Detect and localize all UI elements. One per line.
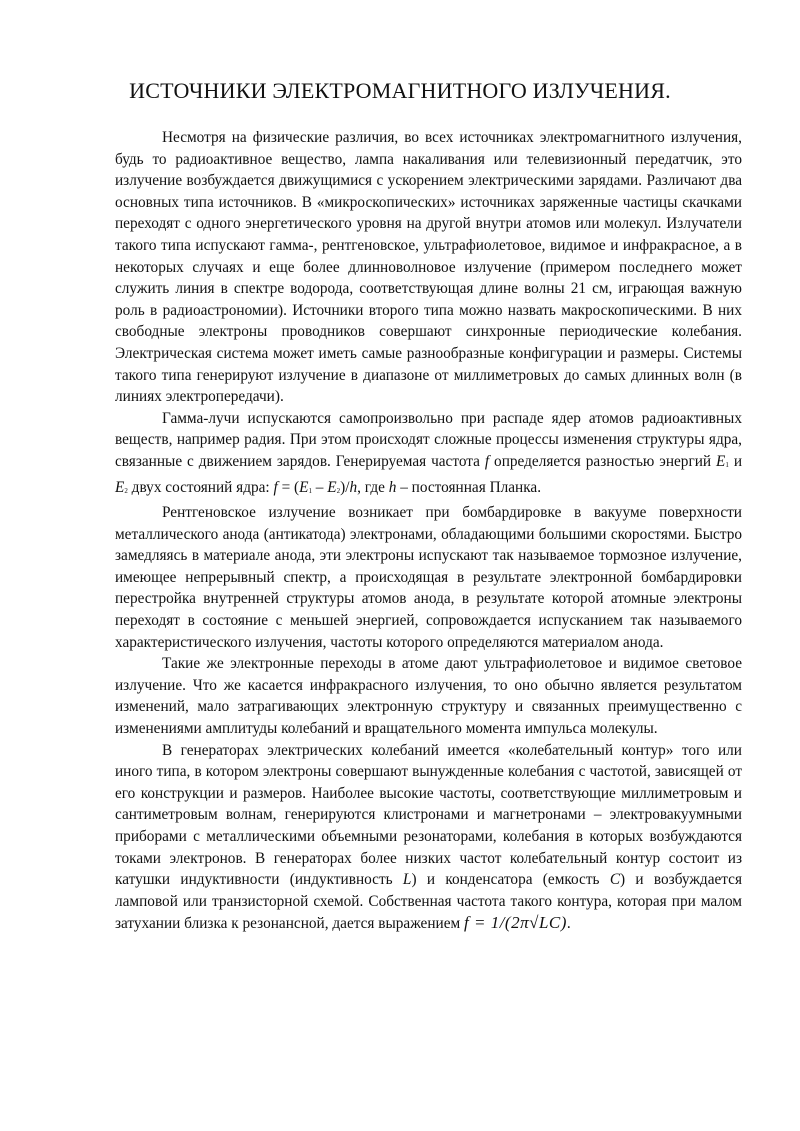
paragraph-sources: Несмотря на физические различия, во всех источниках электромагнитного излучения, будь то радиоактивное вещество, лампа накаливания или телевизионный передатчик, это излучение возбуждается движущимися с ускорением электрическими зарядами. Различают два основных типа источников. В «микроскопических» источниках заряженные частицы скачками переходят с одного энергетического уровня на другой внутри атомов или молекул. Излучатели такого типа испускают гамма-, рентгеновское, ультрафиолетовое, видимое и инфракрасное, а в некоторых случаях и еще более длинноволновое излучение (примером последнего может служить линия в спектре водорода, соответствующая длине волны 21 см, играющая важную роль в радиоастрономии). Источники второго типа можно назвать макроскопическими. В них свободные электроны проводников совершают синхронные периодические колебания. Электрическая система может иметь самые разнообразные конфигурации и размеры. Системы такого типа генерируют излучение в диапазоне от миллиметровых до самых длинных волн (в линиях электропередачи). xyxy=(115,129,742,406)
document-body xyxy=(115,127,742,935)
text-span: = ( xyxy=(277,478,300,496)
text-span: двух состояний ядра: xyxy=(127,478,274,496)
symbol-h: h xyxy=(388,478,397,496)
symbol-e1: E xyxy=(716,452,726,470)
text-span: В генераторах электрических колебаний имеется «колебательный контур» того или иного типа, в котором электроны совершают вынужденные колебания с частотой, зависящей от его конструкции и размеров. Наиболее высокие частоты, соответствующие миллиметровым и сантиметровым волнам, генерируются клистронами и магнетронами – электровакуумными приборами с металлическими объемными резонаторами, колебания в которых возбуждаются токами электронов. В генераторах более низких частот колебательный контур состоит из катушки индуктивности (индуктивность xyxy=(115,741,742,889)
symbol-f: f xyxy=(273,478,278,496)
subscript: 1 xyxy=(308,486,312,495)
text-span: )/ xyxy=(340,478,350,496)
text-span: . xyxy=(566,915,571,933)
text-span: – постоянная Планка. xyxy=(396,478,542,496)
subscript: 2 xyxy=(336,486,341,495)
symbol-l: L xyxy=(402,871,412,889)
page-title: ИСТОЧНИКИ ЭЛЕКТРОМАГНИТНОГО ИЗЛУЧЕНИЯ. xyxy=(129,78,671,103)
paragraph-x-rays: Рентгеновское излучение возникает при бомбардировке в вакууме поверхности металлического анода (антикатода) электронами, обладающими большими скоростями. Быстро замедляясь в материале анода, эти электроны испускают так называемое тормозное излучение, имеющее непрерывный спектр, а происходящая в результате электронной бомбардировки перестройка внутренней структуры атомов анода, в результате которой атомные электроны переходят в состояние с меньшей энергией, сопровождается испусканием так называемого характеристического излучения, частоты которого определяются материалом анода. xyxy=(115,504,742,651)
subscript: 1 xyxy=(725,460,729,469)
text-span: ) и конденсатора (емкость xyxy=(411,871,610,889)
text-span: определяется разностью энергий xyxy=(489,452,717,470)
symbol-f: f xyxy=(484,452,490,470)
symbol-e2: E xyxy=(327,478,337,496)
text-span: , где xyxy=(357,478,389,496)
paragraph-uv-visible-ir: Такие же электронные переходы в атоме дают ультрафиолетовое и видимое световое излучение. Что же касается инфракрасного излучения, то оно обычно является результатом изменений, мало затрагивающих электронную структуру и связанных преимущественно с изменениями амплитуды колебаний и вращательного момента импульса молекулы. xyxy=(115,655,742,738)
subscript: 2 xyxy=(124,486,128,495)
paragraph-gamma-rays xyxy=(115,408,742,502)
text-span: Гамма-лучи испускаются самопроизвольно при распаде ядер атомов радиоактивных веществ, например радия. При этом происходят сложные процессы изменения структуры ядра, связанные с движением зарядов. Генерируемая частота xyxy=(115,409,742,470)
symbol-h: h xyxy=(349,478,358,496)
paragraph-oscillators xyxy=(115,740,742,935)
symbol-c: C xyxy=(609,871,621,889)
symbol-e2: E xyxy=(115,478,125,496)
text-span: – xyxy=(311,478,328,496)
resonance-formula: f = 1/(2π√LC) xyxy=(464,913,567,933)
text-span: ) и возбуждается ламповой или транзисторной схемой. Собственная частота такого контура, которая при малом затухании близка к резонансной, дается выражением xyxy=(115,871,742,933)
text-span: и xyxy=(728,452,743,470)
symbol-e1: E xyxy=(299,478,309,496)
